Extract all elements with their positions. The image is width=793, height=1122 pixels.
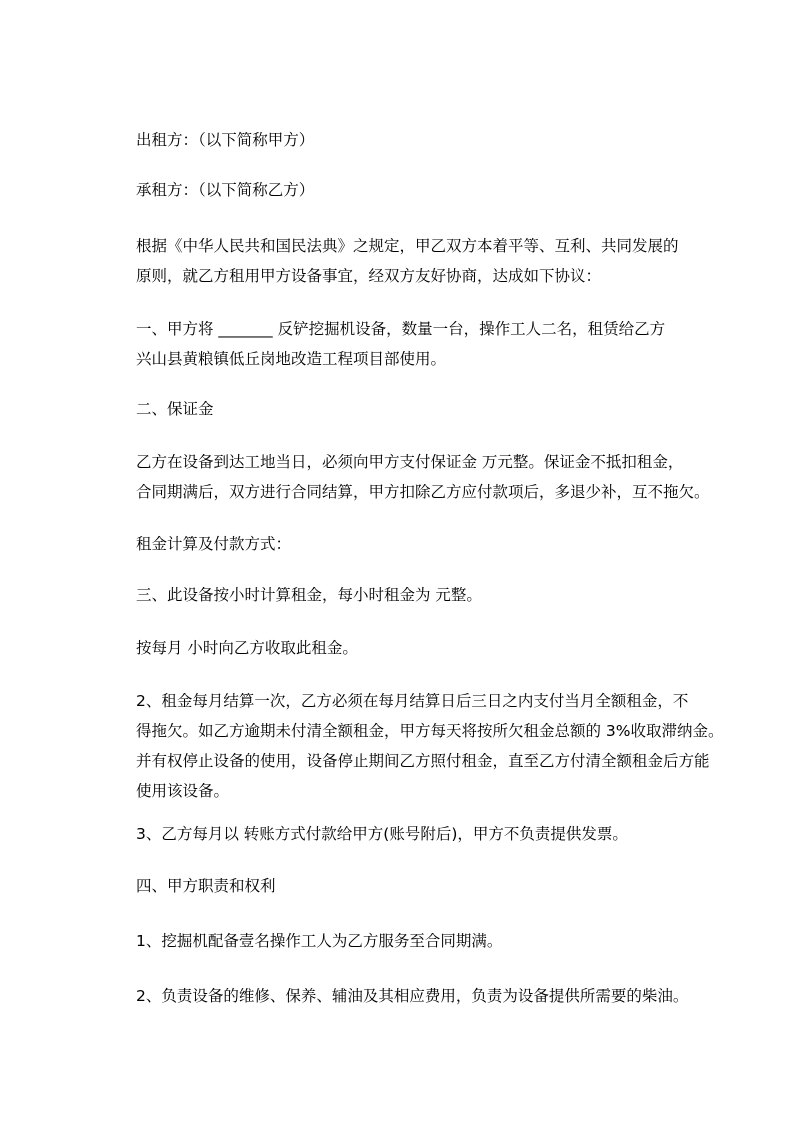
duty-1-paragraph [136,926,716,956]
text-line: 使用该设备。 [136,782,230,800]
text-line: 一、甲方将 _______ 反铲挖掘机设备，数量一台，操作工人二名，租赁给乙方 [136,320,666,338]
text-line: 2、租金每月结算一次，乙方必须在每月结算日后三日之内支付当月全额租金，不 [136,692,689,710]
text-line: 得拖欠。如乙方逾期未付清全额租金，甲方每天将按所欠租金总额的 3%收取滞纳金。 [136,722,724,740]
text-line: 根据《中华人民共和国民法典》之规定，甲乙双方本着平等、互利、共同发展的 [136,237,679,255]
text-line: 3、乙方每月以 转账方式付款给甲方(账号附后)，甲方不负责提供发票。 [136,825,628,843]
payment-clause-3-paragraph [136,819,716,849]
preamble-paragraph [136,231,716,291]
text-line: 三、此设备按小时计算租金，每小时租金为 元整。 [136,586,482,604]
text-line: 兴山县黄粮镇低丘岗地改造工程项目部使用。 [136,350,447,368]
duty-2-paragraph [136,981,716,1011]
section-deposit-heading [136,394,716,424]
text-line: 原则，就乙方租用甲方设备事宜，经双方友好协商，达成如下协议： [136,267,602,285]
lessor-line [136,125,716,155]
text-line: 按每月 小时向乙方收取此租金。 [136,639,358,657]
text-line: 2、负责设备的维修、保养、辅油及其相应费用，负责为设备提供所需要的柴油。 [136,987,689,1005]
text-line: 1、挖掘机配备壹名操作工人为乙方服务至合同期满。 [136,932,503,950]
monthly-hours-line [136,633,716,663]
text-line: 出租方：（以下简称甲方） [136,131,315,149]
lessee-line [136,175,716,205]
deposit-paragraph [136,447,716,507]
text-line: 承租方：（以下简称乙方） [136,181,315,199]
payment-clause-2-paragraph [136,686,724,806]
rent-method-heading [136,529,716,559]
text-line: 租金计算及付款方式： [136,535,292,553]
text-line: 乙方在设备到达工地当日，必须向甲方支付保证金 万元整。保证金不抵扣租金， [136,453,684,471]
text-line: 二、保证金 [136,400,214,418]
text-line: 并有权停止设备的使用，设备停止期间乙方照付租金，直至乙方付清全额租金后方能 [136,752,710,770]
clause-1-paragraph [136,314,716,374]
section-lessor-duties-heading [136,871,716,901]
text-line: 四、甲方职责和权利 [136,877,276,895]
clause-3-paragraph [136,580,716,610]
text-line: 合同期满后，双方进行合同结算，甲方扣除乙方应付款项后，多退少补，互不拖欠。 [136,483,710,501]
